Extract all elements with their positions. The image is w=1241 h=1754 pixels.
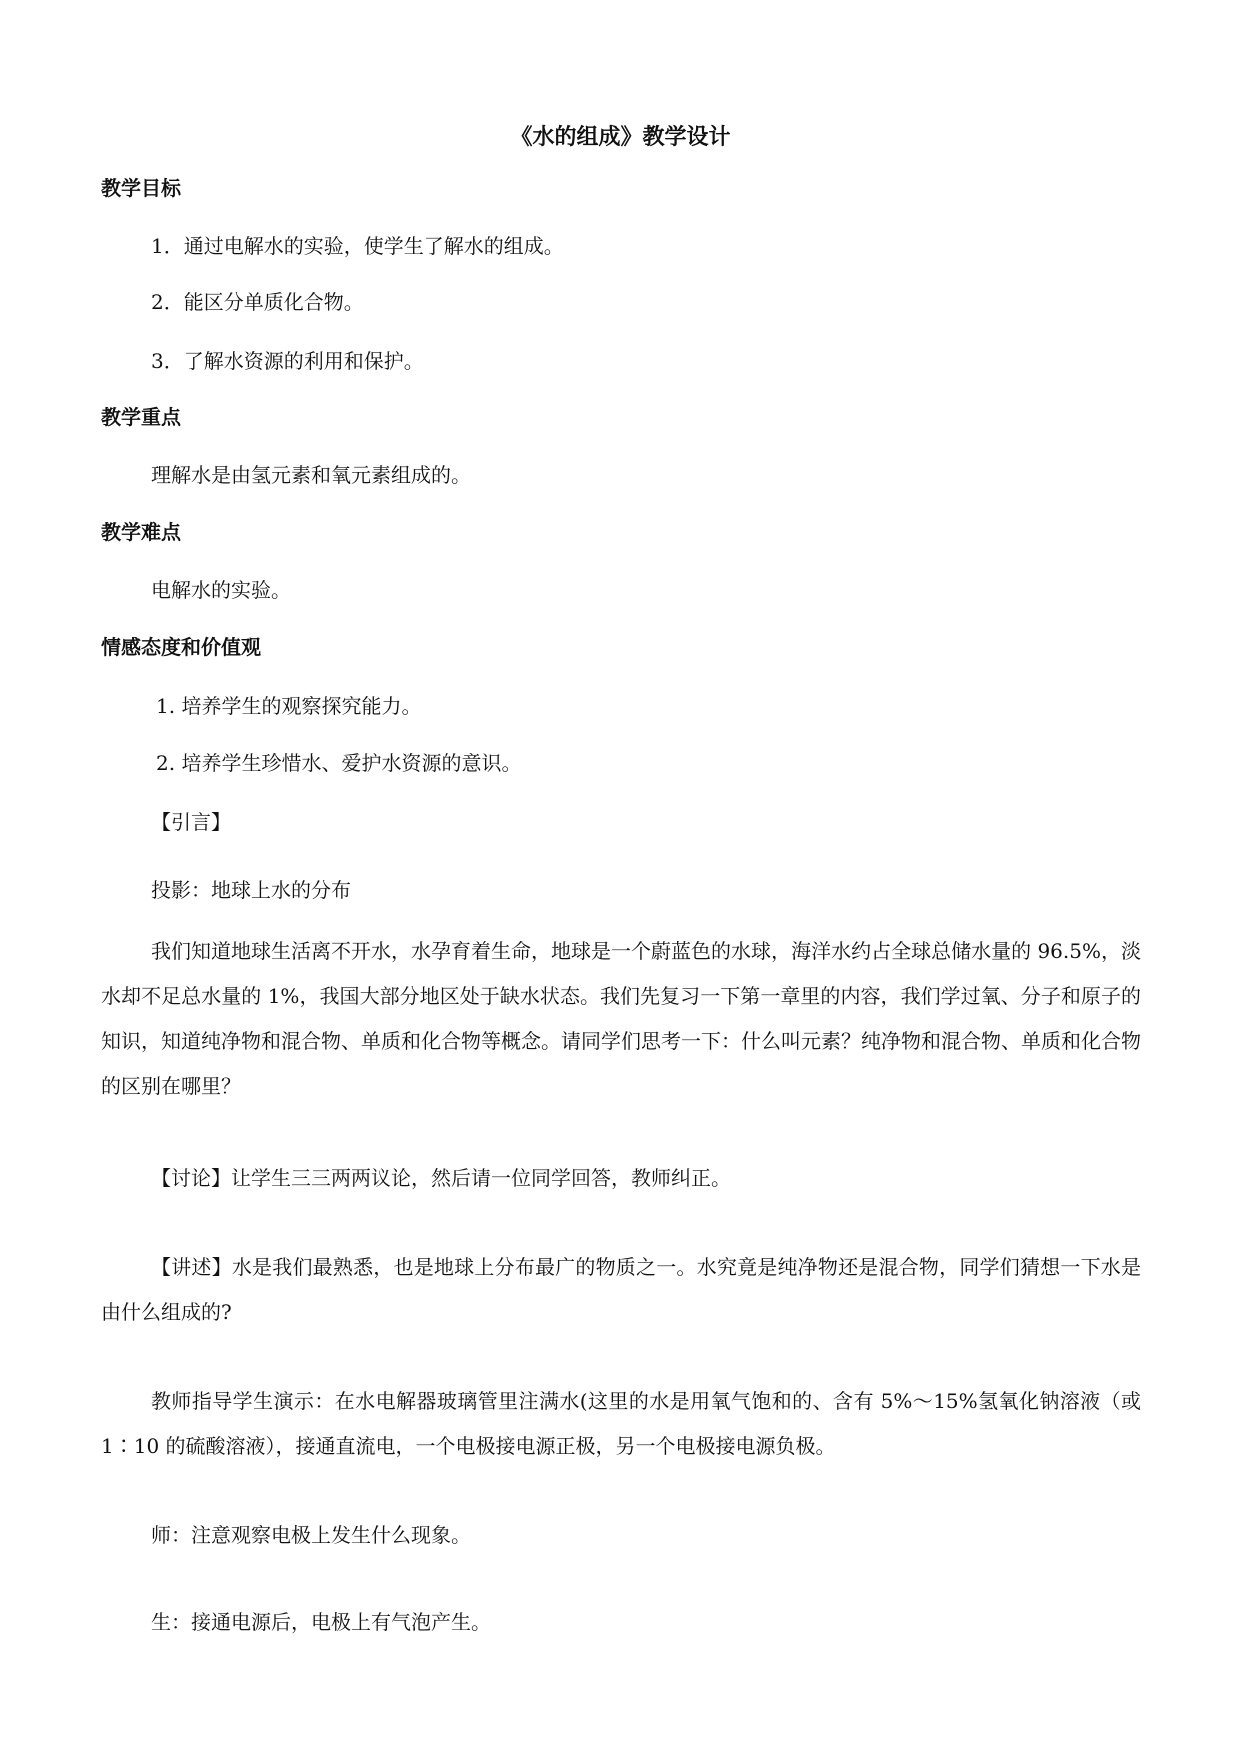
heading-objectives: 教学目标 — [101, 176, 181, 200]
paragraph-lecture: 【讲述】水是我们最熟悉，也是地球上分布最广的物质之一。水究竟是纯净物还是混合物，同学们猜想一下水是由什么组成的? — [101, 1255, 1141, 1324]
objective-item-1: 1．通过电解水的实验，使学生了解水的组成。 — [151, 234, 564, 258]
projection-text: 投影：地球上水的分布 — [151, 878, 351, 902]
difficulty-text: 电解水的实验。 — [151, 578, 291, 602]
paragraph-teacher: 师：注意观察电极上发生什么现象。 — [151, 1523, 471, 1547]
intro-label: 【引言】 — [151, 810, 231, 834]
objective-item-3: 3．了解水资源的利用和保护。 — [151, 349, 424, 373]
objective-item-2: 2．能区分单质化合物。 — [151, 290, 364, 314]
key-point-text: 理解水是由氢元素和氧元素组成的。 — [151, 463, 471, 487]
paragraph-demo: 教师指导学生演示：在水电解器玻璃管里注满水(这里的水是用氧气饱和的、含有 5%～15%氢氧化钠溶液（或 1∶10 的硫酸溶液），接通直流电，一个电极接电源正极，另一个电极接电源负极。 — [101, 1389, 1141, 1458]
paragraph-discussion: 【讨论】让学生三三两两议论，然后请一位同学回答，教师纠正。 — [151, 1166, 731, 1190]
heading-values: 情感态度和价值观 — [101, 635, 261, 659]
paragraph-student: 生：接通电源后，电极上有气泡产生。 — [151, 1610, 491, 1634]
document-title: 《水的组成》教学设计 — [510, 125, 731, 150]
heading-difficulty: 教学难点 — [101, 520, 181, 544]
paragraph-intro: 我们知道地球生活离不开水，水孕育着生命，地球是一个蔚蓝色的水球，海洋水约占全球总储水量的 96.5%，淡水却不足总水量的 1%，我国大部分地区处于缺水状态。我们先复习一下第一章里的内容，我们学过氧、分子和原子的知识，知道纯净物和混合物、单质和化合物等概念。请同学们思考一下：什么叫元素？纯净物和混合物、单质和化合物的区别在哪里？ — [101, 939, 1141, 1098]
values-item-1: 1. 培养学生的观察探究能力。 — [156, 694, 422, 718]
heading-key-point: 教学重点 — [101, 405, 181, 429]
values-item-2: 2. 培养学生珍惜水、爱护水资源的意识。 — [156, 751, 522, 775]
